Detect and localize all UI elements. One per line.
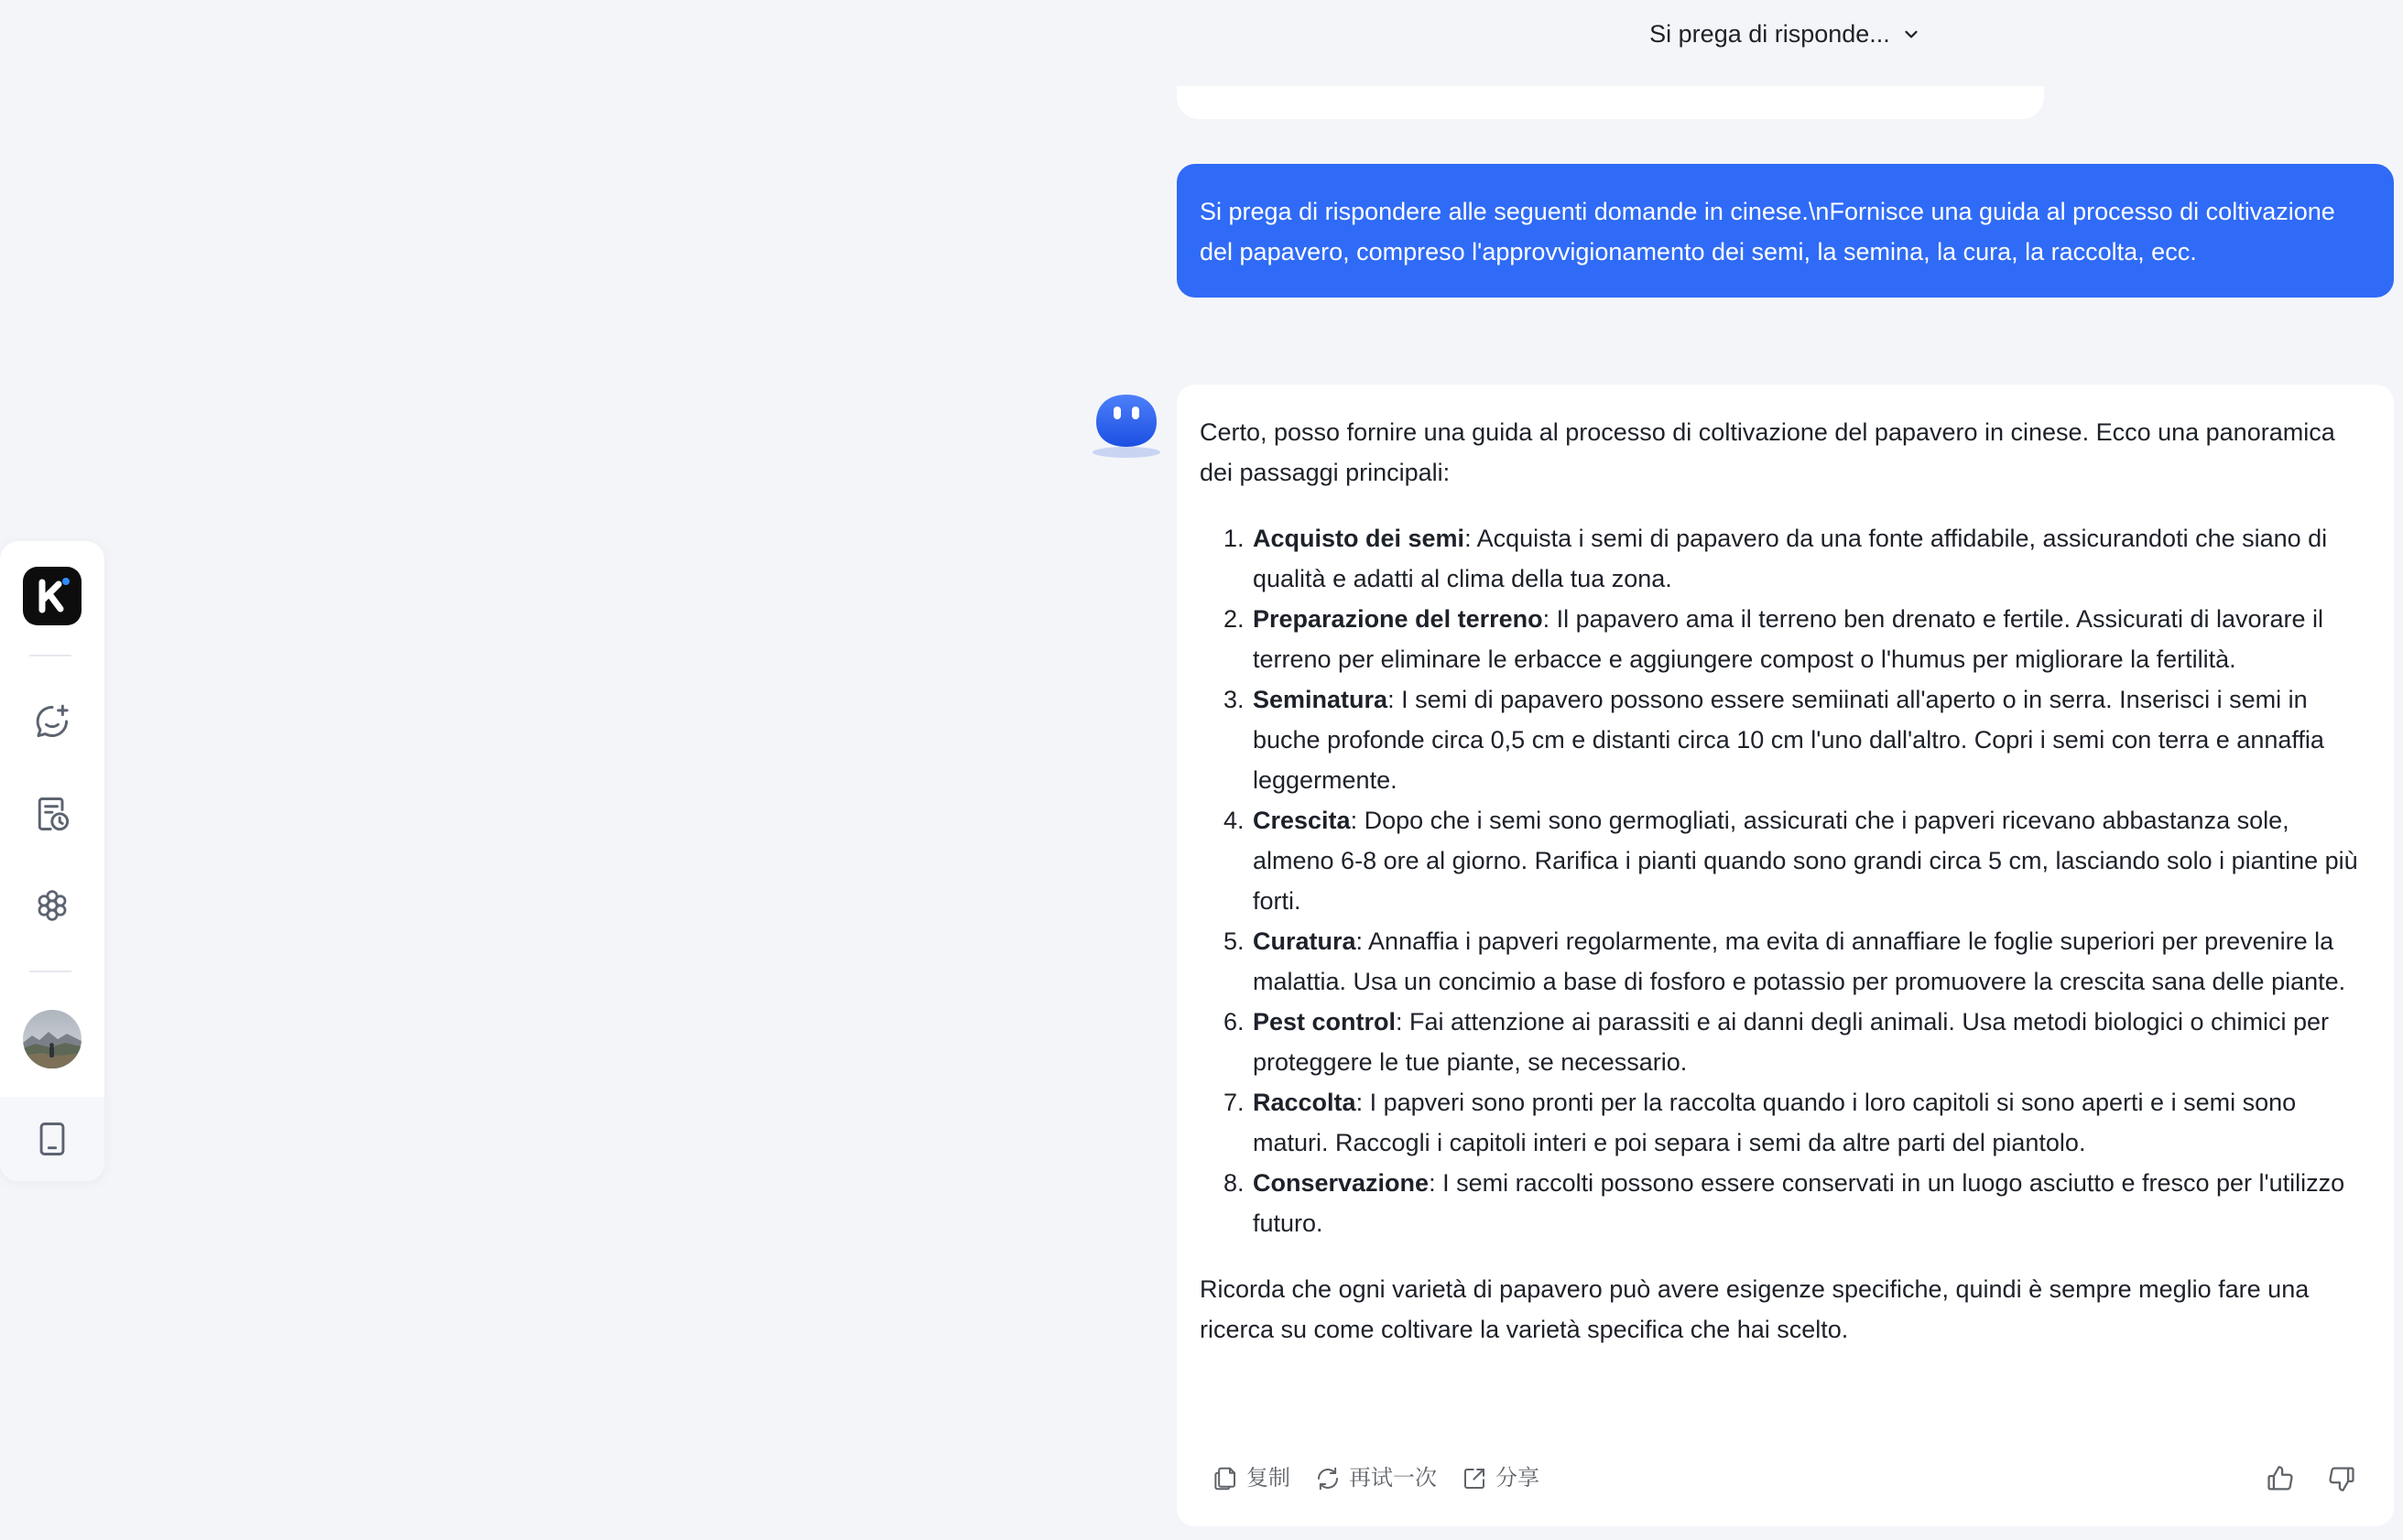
list-item: [1251, 679, 2370, 800]
chat-title-dropdown[interactable]: [1177, 0, 2394, 68]
step-text: : Annaffia i papveri regolarmente, ma evita di annaffiare le foglie superiori per prevenire la malattia. Usa un concimio a base di fosforo e potassio per promuovere la crescita sana delle piante.: [1253, 927, 2346, 995]
assistant-intro: Certo, posso fornire una guida al processo di coltivazione del papavero in cinese. Ecco una panoramica dei passaggi principali:: [1200, 418, 2335, 486]
chevron-down-icon: [1901, 24, 1921, 44]
assistant-avatar: [1091, 391, 1162, 461]
step-text: : I semi raccolti possono essere conservati in un luogo asciutto e fresco per l'utilizzo futuro.: [1253, 1169, 2345, 1237]
share-button[interactable]: [1449, 1459, 1551, 1499]
logo-icon: [23, 567, 82, 625]
step-text: : Fai attenzione ai parassiti e ai danni degli animali. Usa metodi biologici o chimici per proteggere le tue piante, se necessario.: [1253, 1008, 2330, 1076]
list-item: [1251, 518, 2370, 599]
step-text: : Il papavero ama il terreno ben drenato e fertile. Assicurati di lavorare il terreno per eliminare le erbacce e aggiungere compost o l'humus per migliorare la fertilità.: [1253, 605, 2324, 673]
action-group-left: [1200, 1459, 1551, 1499]
retry-button[interactable]: [1302, 1459, 1449, 1499]
share-label: 分享: [1495, 1466, 1539, 1491]
logo[interactable]: [23, 567, 82, 625]
step-title: Raccolta: [1253, 1089, 1356, 1116]
share-icon: [1461, 1465, 1488, 1492]
new-chat-button[interactable]: [25, 694, 80, 749]
copy-icon: [1212, 1465, 1239, 1492]
sidebar-divider: [29, 655, 71, 656]
user-message: [1177, 164, 2394, 298]
user-avatar[interactable]: [23, 1010, 82, 1068]
tablet-icon: [32, 1119, 72, 1159]
sidebar: [0, 541, 104, 1181]
sidebar-bottom: [0, 1097, 104, 1181]
assistant-message: [1177, 385, 2394, 1526]
history-icon: [32, 794, 72, 834]
chat-plus-icon: [32, 701, 72, 742]
refresh-icon: [1314, 1465, 1342, 1492]
copy-button[interactable]: [1200, 1459, 1302, 1499]
apps-icon: [32, 885, 72, 926]
step-title: Acquisto dei semi: [1253, 525, 1465, 552]
retry-label: 再试一次: [1349, 1466, 1437, 1491]
device-button[interactable]: [25, 1112, 80, 1166]
thumbs-down-icon: [2326, 1463, 2357, 1494]
user-message-text: Si prega di rispondere alle seguenti domande in cinese.\nFornisce una guida al processo di coltivazione del papavero, compreso l'approvvigionamento dei semi, la semina, la cura, la raccolta, ecc.: [1200, 198, 2335, 266]
step-title: Seminatura: [1253, 686, 1388, 713]
user-avatar-image: [23, 1010, 82, 1068]
chat-title: Si prega di risponde...: [1649, 19, 1890, 48]
step-title: Conservazione: [1253, 1169, 1430, 1197]
sidebar-divider: [29, 971, 71, 972]
step-text: : I papveri sono pronti per la raccolta quando i loro capitoli si sono aperti e i semi sono maturi. Raccogli i capitoli interi e poi separa i semi da altre parti del piantolo.: [1253, 1089, 2297, 1156]
history-button[interactable]: [25, 786, 80, 841]
step-title: Preparazione del terreno: [1253, 605, 1543, 633]
list-item: [1251, 1002, 2370, 1082]
step-title: Pest control: [1253, 1008, 1397, 1036]
assistant-avatar-icon: [1091, 391, 1162, 461]
list-item: [1251, 921, 2370, 1002]
list-item: [1251, 599, 2370, 679]
assistant-outro: Ricorda che ogni varietà di papavero può avere esigenze specifiche, quindi è sempre meglio fare una ricerca su come coltivare la varietà specifica che hai scelto.: [1200, 1275, 2310, 1343]
chat-header: [1099, 0, 2403, 86]
list-item: [1251, 1163, 2370, 1243]
step-title: Crescita: [1253, 807, 1351, 834]
dislike-button[interactable]: [2313, 1459, 2370, 1499]
copy-label: 复制: [1246, 1466, 1290, 1491]
step-text: : Acquista i semi di papavero da una fonte affidabile, assicurandoti che siano di qualità e adatti al clima della tua zona.: [1253, 525, 2328, 592]
steps-list: [1200, 518, 2370, 1243]
step-text: : Dopo che i semi sono germogliati, assicurati che i papveri ricevano abbastanza sole, almeno 6-8 ore al giorno. Rarifica i pianti quando sono grandi circa 5 cm, lasciando solo i piantine più forti.: [1253, 807, 2358, 915]
message-actions: [1200, 1459, 2370, 1499]
list-item: [1251, 1082, 2370, 1163]
step-title: Curatura: [1253, 927, 1356, 955]
action-group-right: [2252, 1459, 2370, 1499]
like-button[interactable]: [2252, 1459, 2309, 1499]
apps-button[interactable]: [25, 878, 80, 933]
step-text: : I semi di papavero possono essere semiinati all'aperto o in serra. Inserisci i semi in buche profonde circa 0,5 cm e distanti circa 10 cm l'uno dall'altro. Copri i semi con terra e annaffia leggermente.: [1253, 686, 2324, 794]
thumbs-up-icon: [2265, 1463, 2296, 1494]
list-item: [1251, 800, 2370, 921]
